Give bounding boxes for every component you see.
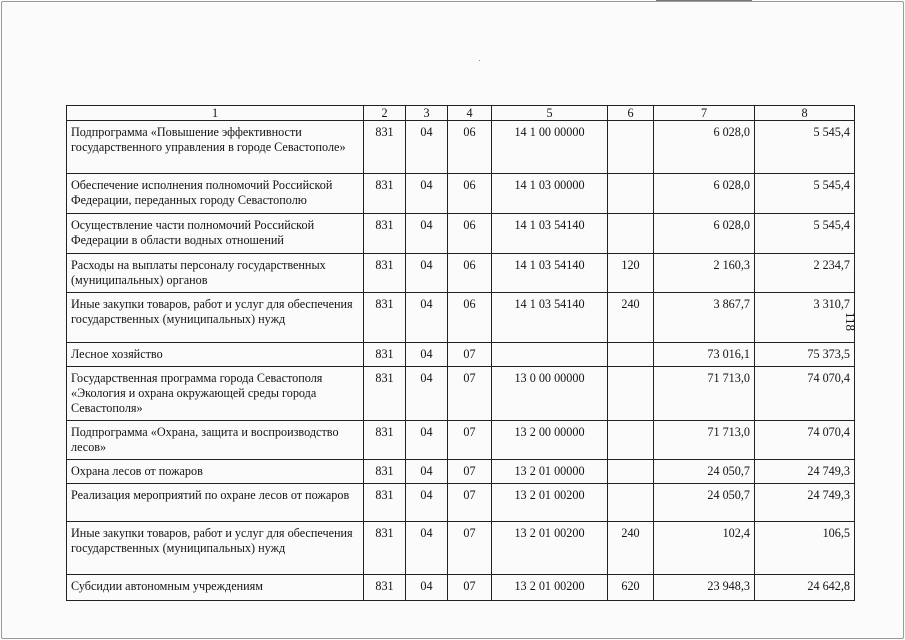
row-section-cell: 04 bbox=[406, 293, 448, 343]
row-subsection-cell: 06 bbox=[448, 214, 492, 254]
row-subsection-cell: 07 bbox=[448, 575, 492, 601]
row-target-article-cell: 14 1 03 54140 bbox=[492, 254, 608, 293]
row-amount-year1-cell: 24 050,7 bbox=[654, 460, 755, 484]
row-target-article-cell: 13 2 01 00200 bbox=[492, 522, 608, 575]
table-row bbox=[67, 484, 855, 522]
row-target-article-cell: 13 2 00 00000 bbox=[492, 421, 608, 460]
row-name-cell: Лесное хозяйство bbox=[67, 343, 364, 367]
row-ved-cell: 831 bbox=[364, 484, 406, 522]
row-name-cell: Осуществление части полномочий Российской Федерации в области водных отношений bbox=[67, 214, 364, 254]
table-row bbox=[67, 343, 855, 367]
row-expense-type-cell: 240 bbox=[608, 293, 654, 343]
header-cell: 7 bbox=[654, 106, 755, 121]
row-expense-type-cell: 620 bbox=[608, 575, 654, 601]
header-cell: 3 bbox=[406, 106, 448, 121]
row-section-cell: 04 bbox=[406, 174, 448, 214]
header-row bbox=[67, 106, 855, 121]
row-ved-cell: 831 bbox=[364, 254, 406, 293]
row-section-cell: 04 bbox=[406, 421, 448, 460]
row-target-article-cell: 14 1 03 54140 bbox=[492, 214, 608, 254]
row-expense-type-cell bbox=[608, 484, 654, 522]
row-subsection-cell: 07 bbox=[448, 343, 492, 367]
row-target-article-cell: 14 1 03 00000 bbox=[492, 174, 608, 214]
row-amount-year1-cell: 71 713,0 bbox=[654, 421, 755, 460]
row-ved-cell: 831 bbox=[364, 522, 406, 575]
table-row bbox=[67, 254, 855, 293]
table-row bbox=[67, 174, 855, 214]
row-expense-type-cell: 240 bbox=[608, 522, 654, 575]
row-subsection-cell: 06 bbox=[448, 254, 492, 293]
header-cell: 4 bbox=[448, 106, 492, 121]
row-target-article-cell: 13 0 00 00000 bbox=[492, 367, 608, 421]
header-cell: 2 bbox=[364, 106, 406, 121]
header-cell: 5 bbox=[492, 106, 608, 121]
row-ved-cell: 831 bbox=[364, 575, 406, 601]
row-subsection-cell: 06 bbox=[448, 174, 492, 214]
row-ved-cell: 831 bbox=[364, 367, 406, 421]
row-expense-type-cell bbox=[608, 421, 654, 460]
table-row bbox=[67, 121, 855, 174]
row-name-cell: Иные закупки товаров, работ и услуг для обеспечения государственных (муниципальных) нужд bbox=[67, 522, 364, 575]
row-amount-year2-cell: 106,5 bbox=[755, 522, 855, 575]
row-expense-type-cell bbox=[608, 460, 654, 484]
row-section-cell: 04 bbox=[406, 254, 448, 293]
row-ved-cell: 831 bbox=[364, 121, 406, 174]
table-row bbox=[67, 293, 855, 343]
row-amount-year2-cell: 5 545,4 bbox=[755, 174, 855, 214]
row-target-article-cell: 13 2 01 00000 bbox=[492, 460, 608, 484]
table-row bbox=[67, 214, 855, 254]
row-expense-type-cell bbox=[608, 174, 654, 214]
row-amount-year1-cell: 3 867,7 bbox=[654, 293, 755, 343]
row-name-cell: Подпрограмма «Охрана, защита и воспроизводство лесов» bbox=[67, 421, 364, 460]
row-amount-year1-cell: 73 016,1 bbox=[654, 343, 755, 367]
row-name-cell: Подпрограмма «Повышение эффективности государственного управления в городе Севастополе» bbox=[67, 121, 364, 174]
table-row bbox=[67, 421, 855, 460]
header-cell: 6 bbox=[608, 106, 654, 121]
row-name-cell: Субсидии автономным учреждениям bbox=[67, 575, 364, 601]
row-amount-year1-cell: 23 948,3 bbox=[654, 575, 755, 601]
row-target-article-cell: 13 2 01 00200 bbox=[492, 484, 608, 522]
row-ved-cell: 831 bbox=[364, 174, 406, 214]
row-subsection-cell: 06 bbox=[448, 121, 492, 174]
row-name-cell: Расходы на выплаты персоналу государственных (муниципальных) органов bbox=[67, 254, 364, 293]
row-subsection-cell: 07 bbox=[448, 421, 492, 460]
row-expense-type-cell bbox=[608, 214, 654, 254]
row-subsection-cell: 07 bbox=[448, 367, 492, 421]
table-body bbox=[67, 106, 855, 601]
scan-speck bbox=[479, 60, 480, 61]
page-number: 118 bbox=[843, 312, 858, 332]
row-section-cell: 04 bbox=[406, 460, 448, 484]
row-amount-year2-cell: 24 749,3 bbox=[755, 460, 855, 484]
row-amount-year1-cell: 6 028,0 bbox=[654, 214, 755, 254]
row-expense-type-cell bbox=[608, 121, 654, 174]
row-amount-year1-cell: 2 160,3 bbox=[654, 254, 755, 293]
row-target-article-cell: 14 1 00 00000 bbox=[492, 121, 608, 174]
row-amount-year2-cell: 24 749,3 bbox=[755, 484, 855, 522]
row-subsection-cell: 06 bbox=[448, 293, 492, 343]
row-expense-type-cell bbox=[608, 343, 654, 367]
row-amount-year2-cell: 5 545,4 bbox=[755, 121, 855, 174]
row-subsection-cell: 07 bbox=[448, 460, 492, 484]
row-amount-year2-cell: 2 234,7 bbox=[755, 254, 855, 293]
row-target-article-cell: 14 1 03 54140 bbox=[492, 293, 608, 343]
row-subsection-cell: 07 bbox=[448, 484, 492, 522]
row-name-cell: Реализация мероприятий по охране лесов от пожаров bbox=[67, 484, 364, 522]
row-section-cell: 04 bbox=[406, 121, 448, 174]
row-amount-year2-cell: 3 310,7 bbox=[755, 293, 855, 343]
row-expense-type-cell: 120 bbox=[608, 254, 654, 293]
row-section-cell: 04 bbox=[406, 367, 448, 421]
row-name-cell: Охрана лесов от пожаров bbox=[67, 460, 364, 484]
row-amount-year2-cell: 74 070,4 bbox=[755, 367, 855, 421]
row-section-cell: 04 bbox=[406, 575, 448, 601]
row-amount-year1-cell: 24 050,7 bbox=[654, 484, 755, 522]
row-name-cell: Обеспечение исполнения полномочий Российской Федерации, переданных городу Севастополю bbox=[67, 174, 364, 214]
row-amount-year2-cell: 24 642,8 bbox=[755, 575, 855, 601]
row-name-cell: Иные закупки товаров, работ и услуг для обеспечения государственных (муниципальных) нужд bbox=[67, 293, 364, 343]
row-amount-year2-cell: 75 373,5 bbox=[755, 343, 855, 367]
row-ved-cell: 831 bbox=[364, 460, 406, 484]
row-subsection-cell: 07 bbox=[448, 522, 492, 575]
row-amount-year2-cell: 74 070,4 bbox=[755, 421, 855, 460]
row-ved-cell: 831 bbox=[364, 421, 406, 460]
row-ved-cell: 831 bbox=[364, 343, 406, 367]
row-section-cell: 04 bbox=[406, 522, 448, 575]
row-amount-year1-cell: 6 028,0 bbox=[654, 174, 755, 214]
row-ved-cell: 831 bbox=[364, 293, 406, 343]
header-cell: 1 bbox=[67, 106, 364, 121]
row-amount-year1-cell: 102,4 bbox=[654, 522, 755, 575]
header-cell: 8 bbox=[755, 106, 855, 121]
row-ved-cell: 831 bbox=[364, 214, 406, 254]
table-row bbox=[67, 460, 855, 484]
row-name-cell: Государственная программа города Севастополя «Экология и охрана окружающей среды города Севастополя» bbox=[67, 367, 364, 421]
scan-edge-mark bbox=[656, 0, 752, 1]
row-section-cell: 04 bbox=[406, 214, 448, 254]
row-amount-year2-cell: 5 545,4 bbox=[755, 214, 855, 254]
row-section-cell: 04 bbox=[406, 343, 448, 367]
row-amount-year1-cell: 71 713,0 bbox=[654, 367, 755, 421]
budget-table bbox=[66, 105, 855, 601]
row-expense-type-cell bbox=[608, 367, 654, 421]
table-row bbox=[67, 522, 855, 575]
row-target-article-cell bbox=[492, 343, 608, 367]
row-section-cell: 04 bbox=[406, 484, 448, 522]
row-target-article-cell: 13 2 01 00200 bbox=[492, 575, 608, 601]
table-row bbox=[67, 367, 855, 421]
row-amount-year1-cell: 6 028,0 bbox=[654, 121, 755, 174]
table-row bbox=[67, 575, 855, 601]
